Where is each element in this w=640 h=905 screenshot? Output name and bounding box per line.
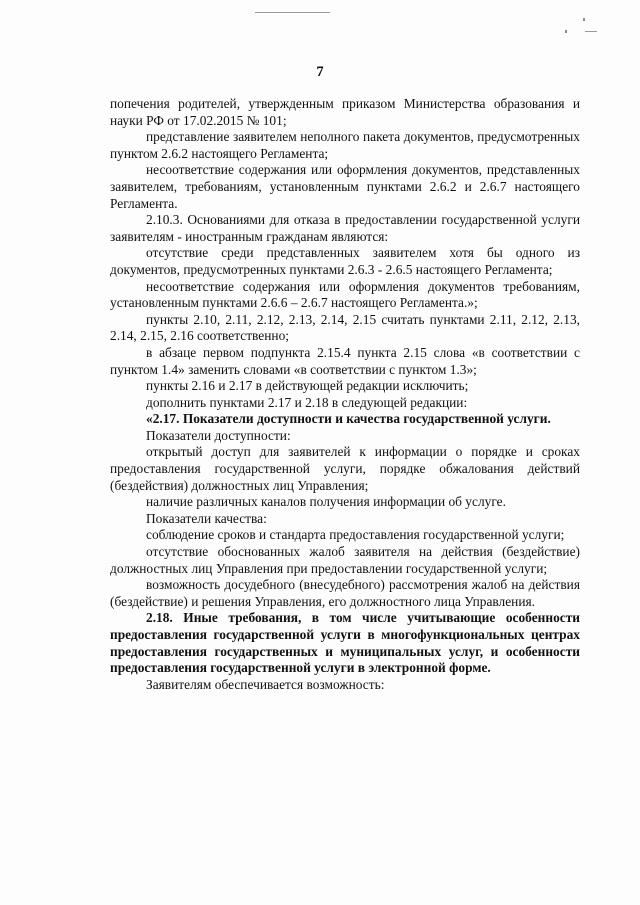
document-body — [110, 96, 580, 693]
paragraph: в абзаце первом подпункта 2.15.4 пункта 2.15 слова «в соответствии с пунктом 1.4» заменить словами «в соответствии с пунктом 1.3»; — [110, 344, 580, 377]
paragraph: попечения родителей, утвержденным приказом Министерства образования и науки РФ от 17.02.2015 № 101; — [110, 96, 580, 128]
scan-artifact — [585, 31, 597, 32]
section-heading-2-18: 2.18. Иные требования, в том числе учитывающие особенности предоставления государственной услуги в многофункциональных центрах предоставления государственных и муниципальных услуг, и особенности предоставления государственной услуги в электронной форме. — [110, 610, 580, 676]
page-number: 7 — [316, 64, 324, 80]
paragraph: пункты 2.16 и 2.17 в действующей редакции исключить; — [146, 378, 469, 394]
paragraph: пункты 2.10, 2.11, 2.12, 2.13, 2.14, 2.15 считать пунктами 2.11, 2.12, 2.13, 2.14, 2.15, 2.16 соответственно; — [110, 311, 580, 344]
paragraph: несоответствие содержания или оформления документов, представленных заявителем, требованиям, установленным пунктами 2.6.2 и 2.6.7 настоящего Регламента. — [110, 162, 580, 211]
paragraph: 2.10.3. Основаниями для отказа в предоставлении государственной услуги заявителям - иностранным гражданам являются: — [110, 212, 580, 244]
scan-artifact — [255, 12, 330, 13]
paragraph: представление заявителем неполного пакета документов, предусмотренных пунктом 2.6.2 настоящего Регламента; — [110, 129, 580, 161]
paragraph: наличие различных каналов получения информации об услуге. — [146, 494, 506, 510]
paragraph: отсутствие среди представленных заявителем хотя бы одного из документов, предусмотренных пунктами 2.6.3 - 2.6.5 настоящего Регламента; — [110, 245, 580, 277]
subheading-quality: Показатели качества: — [146, 510, 267, 526]
subheading-accessibility: Показатели доступности: — [146, 427, 291, 443]
paragraph: соблюдение сроков и стандарта предоставления государственной услуги; — [146, 527, 565, 543]
paragraph: несоответствие содержания или оформления документов требованиям, установленным пунктами 2.6.6 – 2.6.7 настоящего Регламента.»; — [110, 278, 580, 311]
paragraph: дополнить пунктами 2.17 и 2.18 в следующей редакции: — [146, 394, 468, 410]
scan-artifact — [583, 18, 585, 21]
paragraph: открытый доступ для заявителей к информации о порядке и сроках предоставления государственной услуги, порядке обжалования действий (бездействия) должностных лиц Управления; — [110, 444, 580, 493]
paragraph: Заявителям обеспечивается возможность: — [146, 676, 385, 692]
paragraph: отсутствие обоснованных жалоб заявителя на действия (бездействие) должностных лиц Управления при предоставлении государственной услуги; — [110, 544, 580, 576]
section-heading-2-17: «2.17. Показатели доступности и качества государственной услуги. — [146, 411, 551, 427]
scan-artifact — [565, 30, 567, 33]
paragraph: возможность досудебного (внесудебного) рассмотрения жалоб на действия (бездействие) и решения Управления, его должностного лица Управления. — [110, 577, 580, 609]
